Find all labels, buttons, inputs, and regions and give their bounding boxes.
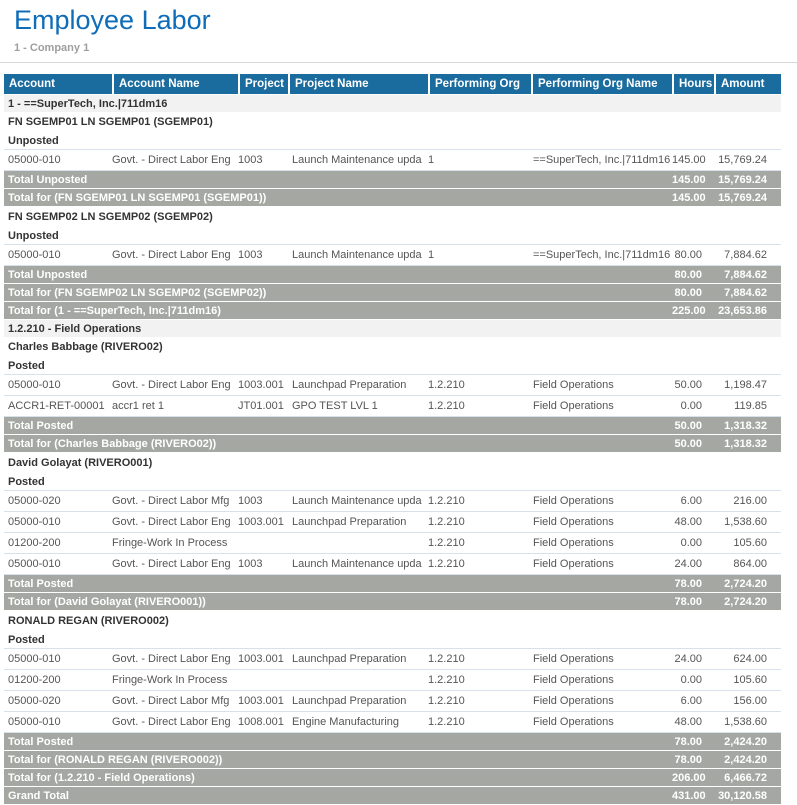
total-row [4,266,781,284]
total-row [4,302,781,320]
project-cell: 1003 [238,249,263,261]
amount-cell: 1,198.47 [724,379,767,391]
account-name-cell: Govt. - Direct Labor Eng [112,716,231,728]
project-name-cell: Launch Maintenance upda [292,249,422,261]
performing-org-cell: 1.2.210 [428,653,465,665]
column-header-project: Project [238,74,288,94]
total-row [4,733,781,751]
column-header-project-name: Project Name [288,74,428,94]
total-label: Grand Total [8,789,69,802]
table-header-row [4,74,781,95]
org-band-row: 1 - ==SuperTech, Inc.|711dm16 [4,95,781,112]
project-cell: 1003.001 [238,653,284,665]
performing-org-cell: 1 [428,154,435,166]
header-divider [0,62,797,63]
total-label: Total for (Charles Babbage (RIVERO02)) [8,437,217,450]
total-label: Total for (David Golayat (RIVERO001)) [8,595,206,608]
account-name-cell: Govt. - Direct Labor Eng [112,558,231,570]
table-row [4,511,781,532]
performing-org-name-cell: Field Operations [533,558,614,570]
amount-cell: 1,538.60 [724,716,767,728]
performing-org-name-cell: Field Operations [533,495,614,507]
project-cell: 1003.001 [238,695,284,707]
project-cell: 1003.001 [238,516,284,528]
account-cell: 05000-010 [8,653,61,665]
project-cell: JT01.001 [238,400,284,412]
hours-cell: 0.00 [680,674,702,686]
account-name-cell: Govt. - Direct Labor Mfg [112,495,230,507]
project-cell: 1008.001 [238,716,284,728]
account-cell: 05000-010 [8,249,61,261]
total-row [4,435,781,453]
performing-org-cell: 1.2.210 [428,716,465,728]
posting-status-row: Posted [8,633,45,646]
performing-org-name-cell: Field Operations [533,537,614,549]
performing-org-name-cell: Field Operations [533,716,614,728]
employee-group-row: FN SGEMP02 LN SGEMP02 (SGEMP02) [8,211,213,223]
total-hours-cell: 50.00 [674,437,702,450]
total-row [4,417,781,435]
account-cell: 05000-010 [8,516,61,528]
total-hours-cell: 80.00 [674,268,702,281]
total-label: Total for (FN SGEMP02 LN SGEMP02 (SGEMP02)) [8,286,267,299]
total-hours-cell: 78.00 [674,753,702,766]
total-amount-cell: 6,466.72 [724,771,767,784]
hours-cell: 0.00 [680,537,702,549]
performing-org-cell: 1.2.210 [428,379,465,391]
total-label: Total Posted [8,735,74,748]
table-row [4,490,781,511]
amount-cell: 15,769.24 [718,154,767,166]
hours-cell: 50.00 [674,379,702,391]
total-hours-cell: 225.00 [672,304,706,317]
performing-org-name-cell: Field Operations [533,516,614,528]
total-amount-cell: 1,318.32 [724,437,767,450]
amount-cell: 105.60 [733,674,767,686]
project-cell: 1003 [238,495,263,507]
account-name-cell: Govt. - Direct Labor Eng [112,516,231,528]
total-hours-cell: 145.00 [672,173,706,186]
table-body [4,95,781,805]
amount-cell: 105.60 [733,537,767,549]
total-hours-cell: 80.00 [674,286,702,299]
amount-cell: 624.00 [733,653,767,665]
total-row [4,769,781,787]
performing-org-name-cell: Field Operations [533,400,614,412]
amount-cell: 156.00 [733,695,767,707]
posting-status-row: Posted [8,475,45,488]
project-name-cell: Launchpad Preparation [292,379,407,391]
hours-cell: 48.00 [674,716,702,728]
total-amount-cell: 2,724.20 [724,595,767,608]
project-name-cell: Engine Manufacturing [292,716,400,728]
grand-total-row [4,787,781,805]
account-cell: 05000-010 [8,558,61,570]
table-row [4,553,781,575]
total-hours-cell: 50.00 [674,419,702,432]
hours-cell: 6.00 [680,695,702,707]
total-hours-cell: 78.00 [674,595,702,608]
project-name-cell: GPO TEST LVL 1 [292,400,378,412]
hours-cell: 48.00 [674,516,702,528]
performing-org-name-cell: Field Operations [533,695,614,707]
amount-cell: 7,884.62 [724,249,767,261]
table-row [4,690,781,711]
column-header-performing-org-name: Performing Org Name [531,74,672,94]
total-label: Total for (1 - ==SuperTech, Inc.|711dm16) [8,304,221,317]
account-cell: 05000-010 [8,716,61,728]
performing-org-cell: 1.2.210 [428,674,465,686]
performing-org-cell: 1.2.210 [428,558,465,570]
posting-status-row: Unposted [8,134,59,147]
account-name-cell: Govt. - Direct Labor Eng [112,249,231,261]
project-name-cell: Launchpad Preparation [292,516,407,528]
employee-group-row: David Golayat (RIVERO001) [8,457,153,469]
amount-cell: 1,538.60 [724,516,767,528]
posting-status-row: Unposted [8,229,59,242]
account-cell: 05000-020 [8,695,61,707]
employee-group-row: Charles Babbage (RIVERO02) [8,341,163,353]
total-amount-cell: 2,424.20 [724,753,767,766]
project-name-cell: Launch Maintenance upda [292,558,422,570]
account-name-cell: Fringe-Work In Process [112,674,228,686]
hours-cell: 24.00 [674,653,702,665]
performing-org-name-cell: Field Operations [533,379,614,391]
column-header-performing-org: Performing Org [428,74,531,94]
table-row [4,244,781,266]
performing-org-cell: 1.2.210 [428,495,465,507]
account-name-cell: Govt. - Direct Labor Eng [112,379,231,391]
total-amount-cell: 2,724.20 [724,577,767,590]
account-name-cell: accr1 ret 1 [112,400,164,412]
performing-org-cell: 1.2.210 [428,695,465,707]
table-row [4,395,781,417]
table-row [4,669,781,690]
total-row [4,189,781,207]
total-amount-cell: 30,120.58 [718,789,767,802]
total-label: Total Unposted [8,268,88,281]
report-header [0,0,797,54]
org-band-row: 1.2.210 - Field Operations [4,320,781,337]
hours-cell: 0.00 [680,400,702,412]
amount-cell: 864.00 [733,558,767,570]
account-cell: 01200-200 [8,674,61,686]
total-row [4,751,781,769]
performing-org-cell: 1.2.210 [428,516,465,528]
performing-org-cell: 1 [428,249,435,261]
total-hours-cell: 78.00 [674,735,702,748]
table-row [4,149,781,171]
table-row [4,374,781,395]
column-header-account-name: Account Name [112,74,238,94]
account-name-cell: Govt. - Direct Labor Eng [112,154,231,166]
total-amount-cell: 1,318.32 [724,419,767,432]
report-subtitle: 1 - Company 1 [14,42,90,54]
account-cell: 05000-010 [8,154,61,166]
performing-org-name-cell: Field Operations [533,653,614,665]
hours-cell: 145.00 [672,154,706,166]
account-cell: ACCR1-RET-00001 [8,400,105,412]
account-cell: 05000-020 [8,495,61,507]
performing-org-name-cell: ==SuperTech, Inc.|711dm16 [533,249,671,261]
project-name-cell: Launch Maintenance upda [292,154,422,166]
column-header-account: Account [9,78,55,90]
page-title: Employee Labor [14,5,211,35]
table-row [4,711,781,733]
total-amount-cell: 15,769.24 [718,191,767,204]
amount-cell: 119.85 [734,400,767,412]
account-cell: 01200-200 [8,537,61,549]
account-name-cell: Govt. - Direct Labor Mfg [112,695,230,707]
total-label: Total for (RONALD REGAN (RIVERO002)) [8,753,223,766]
hours-cell: 6.00 [680,495,702,507]
total-hours-cell: 78.00 [674,577,702,590]
employee-group-row: RONALD REGAN (RIVERO002) [8,615,169,627]
table-row [4,532,781,553]
total-amount-cell: 23,653.86 [718,304,767,317]
hours-cell: 80.00 [674,249,702,261]
performing-org-cell: 1.2.210 [428,537,465,549]
total-amount-cell: 2,424.20 [724,735,767,748]
project-name-cell: Launchpad Preparation [292,695,407,707]
amount-cell: 216.00 [733,495,767,507]
total-row [4,575,781,593]
account-cell: 05000-010 [8,379,61,391]
total-label: Total for (1.2.210 - Field Operations) [8,771,195,784]
performing-org-cell: 1.2.210 [428,400,465,412]
employee-labor-table [4,74,781,805]
project-cell: 1003 [238,558,263,570]
total-row [4,284,781,302]
total-label: Total Unposted [8,173,88,186]
employee-group-row: FN SGEMP01 LN SGEMP01 (SGEMP01) [8,116,213,128]
performing-org-name-cell: ==SuperTech, Inc.|711dm16 [533,154,671,166]
total-row [4,593,781,611]
table-row [4,648,781,669]
total-label: Total Posted [8,577,74,590]
project-cell: 1003 [238,154,263,166]
total-hours-cell: 431.00 [672,789,706,802]
posting-status-row: Posted [8,359,45,372]
column-header-amount: Amount [714,74,781,94]
account-name-cell: Govt. - Direct Labor Eng [112,653,231,665]
total-label: Total for (FN SGEMP01 LN SGEMP01 (SGEMP01)) [8,191,267,204]
performing-org-name-cell: Field Operations [533,674,614,686]
account-name-cell: Fringe-Work In Process [112,537,228,549]
total-amount-cell: 7,884.62 [724,268,767,281]
total-hours-cell: 206.00 [672,771,706,784]
project-name-cell: Launchpad Preparation [292,653,407,665]
total-label: Total Posted [8,419,74,432]
total-amount-cell: 7,884.62 [724,286,767,299]
total-hours-cell: 145.00 [672,191,706,204]
project-name-cell: Launch Maintenance upda [292,495,422,507]
total-amount-cell: 15,769.24 [718,173,767,186]
column-header-hours: Hours [672,74,714,94]
project-cell: 1003.001 [238,379,284,391]
hours-cell: 24.00 [674,558,702,570]
total-row [4,171,781,189]
